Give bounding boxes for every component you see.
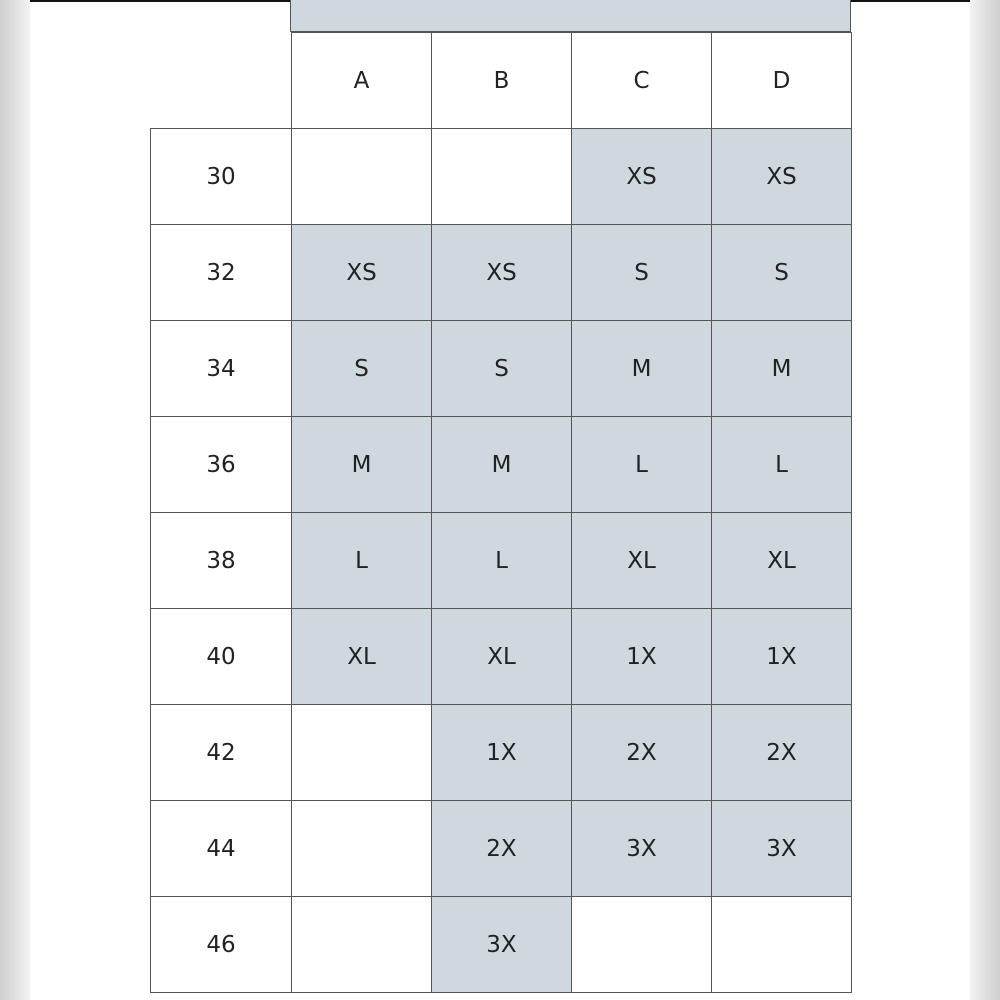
size-cell: 1X [572, 609, 712, 705]
size-cell [712, 897, 852, 993]
size-cell [292, 897, 432, 993]
band-label: 44 [151, 801, 292, 897]
size-cell: L [292, 513, 432, 609]
right-margin [970, 0, 1000, 1000]
size-cell: L [572, 417, 712, 513]
size-cell: S [292, 321, 432, 417]
size-cell: M [572, 321, 712, 417]
header-bar [290, 0, 851, 32]
band-row-40 [151, 609, 852, 705]
size-cell: L [432, 513, 572, 609]
left-margin [0, 0, 30, 1000]
band-label: 40 [151, 609, 292, 705]
band-row-42 [151, 705, 852, 801]
cup-header-d: D [712, 33, 852, 129]
band-label: 32 [151, 225, 292, 321]
size-cell: S [712, 225, 852, 321]
size-cell: 3X [712, 801, 852, 897]
size-cell: XS [712, 129, 852, 225]
size-cell: M [432, 417, 572, 513]
band-row-30 [151, 129, 852, 225]
size-cell: 3X [572, 801, 712, 897]
band-row-34 [151, 321, 852, 417]
cup-header-b: B [432, 33, 572, 129]
size-cell [572, 897, 712, 993]
band-label: 42 [151, 705, 292, 801]
band-label: 46 [151, 897, 292, 993]
size-cell: 1X [712, 609, 852, 705]
cup-header-row [151, 33, 852, 129]
size-cell: XS [572, 129, 712, 225]
cup-header-a: A [292, 33, 432, 129]
band-row-38 [151, 513, 852, 609]
band-row-32 [151, 225, 852, 321]
size-cell: 2X [572, 705, 712, 801]
band-row-46 [151, 897, 852, 993]
corner-cell [151, 33, 292, 129]
size-cell: L [712, 417, 852, 513]
band-label: 36 [151, 417, 292, 513]
size-cell: M [712, 321, 852, 417]
size-cell: XL [432, 609, 572, 705]
band-row-36 [151, 417, 852, 513]
size-cell: 2X [432, 801, 572, 897]
size-cell: 2X [712, 705, 852, 801]
size-cell: XL [292, 609, 432, 705]
size-cell: 3X [432, 897, 572, 993]
size-cell: 1X [432, 705, 572, 801]
band-label: 30 [151, 129, 292, 225]
size-cell [292, 129, 432, 225]
size-cell: XS [432, 225, 572, 321]
cup-header-c: C [572, 33, 712, 129]
size-cell: XL [572, 513, 712, 609]
band-row-44 [151, 801, 852, 897]
size-cell [292, 705, 432, 801]
band-label: 38 [151, 513, 292, 609]
size-chart-table [150, 32, 852, 993]
size-cell: S [572, 225, 712, 321]
size-cell: M [292, 417, 432, 513]
size-cell [432, 129, 572, 225]
size-cell: XS [292, 225, 432, 321]
size-cell [292, 801, 432, 897]
band-label: 34 [151, 321, 292, 417]
size-cell: S [432, 321, 572, 417]
size-cell: XL [712, 513, 852, 609]
